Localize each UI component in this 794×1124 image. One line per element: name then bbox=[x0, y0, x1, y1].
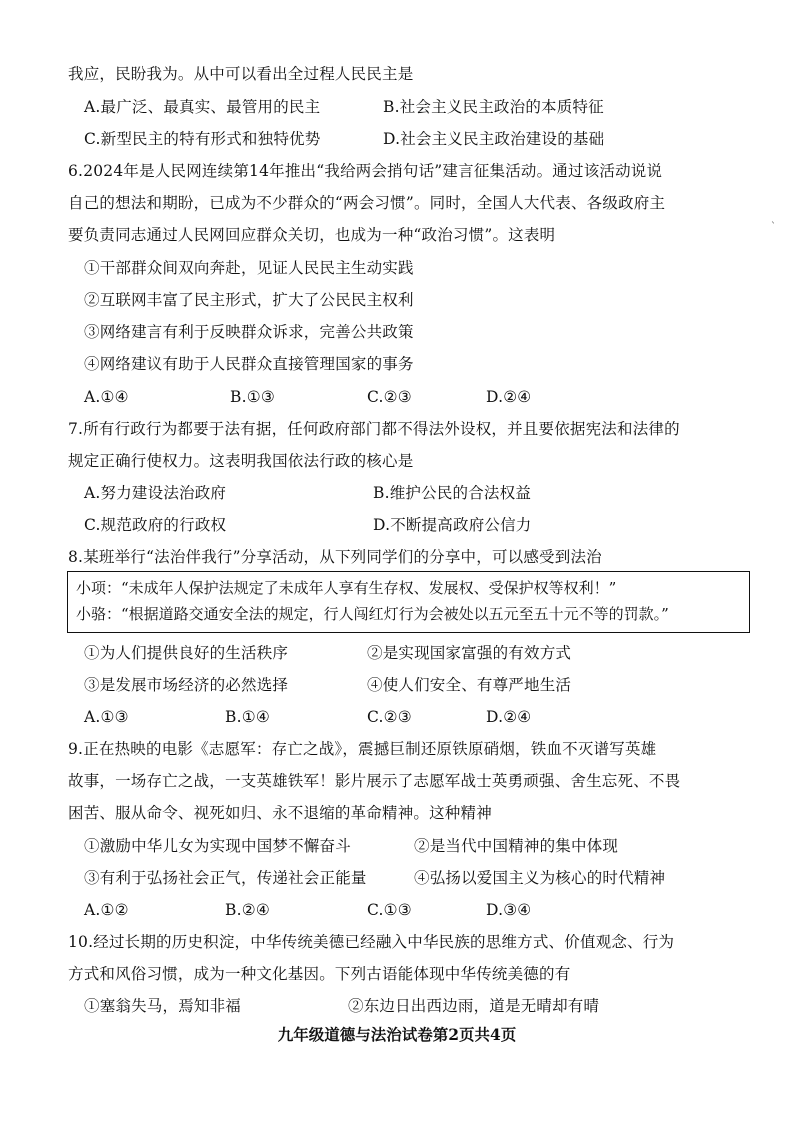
q8-answer-b: B.①④ bbox=[225, 708, 270, 726]
q8-answer-d: D.②④ bbox=[486, 708, 532, 726]
q8-answer-c: C.②③ bbox=[367, 708, 412, 726]
q6-answer-d: D.②④ bbox=[486, 388, 532, 406]
q7-option-d: D.不断提高政府公信力 bbox=[373, 516, 532, 534]
q5-option-c: C.新型民主的特有形式和独特优势 bbox=[84, 130, 321, 148]
q9-statement-3: ③有利于弘扬社会正气，传递社会正能量 bbox=[84, 869, 367, 887]
q9-answer-d: D.③④ bbox=[486, 901, 532, 919]
q8-answer-a: A.①③ bbox=[84, 708, 129, 726]
q9-stem-2: 故事，一场存亡之战，一支英雄铁军！影片展示了志愿军战士英勇顽强、舍生忘死、不畏 bbox=[68, 772, 681, 790]
q8-statement-2: ②是实现国家富强的有效方式 bbox=[367, 644, 572, 662]
q6-stem-3: 要负责同志通过人民网回应群众关切，也成为一种“政治习惯”。这表明 bbox=[68, 226, 556, 244]
q7-stem-2: 规定正确行使权力。这表明我国依法行政的核心是 bbox=[68, 452, 414, 470]
q8-stem: 8.某班举行“法治伴我行”分享活动，从下列同学们的分享中，可以感受到法治 bbox=[68, 548, 602, 566]
q5-option-d: D.社会主义民主政治建设的基础 bbox=[383, 130, 605, 148]
q9-answer-c: C.①③ bbox=[367, 901, 412, 919]
q6-statement-1: ①干部群众间双向奔赴，见证人民民主生动实践 bbox=[84, 259, 414, 277]
page-footer: 九年级道德与法治试卷第2页共4页 bbox=[277, 1025, 517, 1044]
q6-answer-a: A.①④ bbox=[84, 388, 129, 406]
q10-stem-2: 方式和风俗习惯，成为一种文化基因。下列古语能体现中华传统美德的有 bbox=[68, 965, 571, 983]
q9-statement-2: ②是当代中国精神的集中体现 bbox=[414, 837, 619, 855]
q9-answer-a: A.①② bbox=[84, 901, 129, 919]
q6-stem-1: 6.2024年是人民网连续第14年推出“我给两会捎句话”建言征集活动。通过该活动说说 bbox=[68, 162, 663, 180]
q6-statement-3: ③网络建言有利于反映群众诉求，完善公共政策 bbox=[84, 323, 414, 341]
q9-stem-3: 困苦、服从命令、视死如归、永不退缩的革命精神。这种精神 bbox=[68, 804, 492, 822]
q9-statement-4: ④弘扬以爱国主义为核心的时代精神 bbox=[414, 869, 666, 887]
q10-stem-1: 10.经过长期的历史积淀，中华传统美德已经融入中华民族的思维方式、价值观念、行为 bbox=[68, 933, 675, 951]
q10-statement-2: ②东边日出西边雨，道是无晴却有晴 bbox=[348, 997, 600, 1015]
scan-speck: ` bbox=[771, 222, 776, 233]
q6-answer-c: C.②③ bbox=[367, 388, 412, 406]
q6-statement-2: ②互联网丰富了民主形式，扩大了公民民主权利 bbox=[84, 291, 414, 309]
q5-option-b: B.社会主义民主政治的本质特征 bbox=[383, 98, 604, 116]
q9-answer-b: B.②④ bbox=[225, 901, 270, 919]
q8-statement-3: ③是发展市场经济的必然选择 bbox=[84, 676, 289, 694]
q6-statement-4: ④网络建议有助于人民群众直接管理国家的事务 bbox=[84, 355, 414, 373]
q7-option-b: B.维护公民的合法权益 bbox=[373, 484, 532, 502]
q9-stem-1: 9.正在热映的电影《志愿军：存亡之战》，震撼巨制还原铁原硝烟，铁血不灭谱写英雄 bbox=[68, 740, 657, 758]
q5-stem-tail: 我应，民盼我为。从中可以看出全过程人民民主是 bbox=[68, 65, 414, 83]
q8-quote-1: 小项：“未成年人保护法规定了未成年人享有生存权、发展权、受保护权等权利！” bbox=[76, 579, 617, 597]
q7-option-a: A.努力建设法治政府 bbox=[84, 484, 227, 502]
q6-answer-b: B.①③ bbox=[230, 388, 275, 406]
q8-statement-1: ①为人们提供良好的生活秩序 bbox=[84, 644, 289, 662]
q6-stem-2: 自己的想法和期盼，已成为不少群众的“两会习惯”。同时，全国人大代表、各级政府主 bbox=[68, 194, 666, 212]
q7-option-c: C.规范政府的行政权 bbox=[84, 516, 227, 534]
q5-option-a: A.最广泛、最真实、最管用的民主 bbox=[84, 98, 321, 116]
q9-statement-1: ①激励中华儿女为实现中国梦不懈奋斗 bbox=[84, 837, 351, 855]
q7-stem-1: 7.所有行政行为都要于法有据，任何政府部门都不得法外设权，并且要依据宪法和法律的 bbox=[68, 420, 680, 438]
q8-quote-2: 小骆：“根据道路交通安全法的规定，行人闯红灯行为会被处以五元至五十元不等的罚款。” bbox=[76, 605, 669, 623]
q10-statement-1: ①塞翁失马，焉知非福 bbox=[84, 997, 242, 1015]
q8-statement-4: ④使人们安全、有尊严地生活 bbox=[367, 676, 572, 694]
q8-quote-box bbox=[67, 571, 750, 633]
